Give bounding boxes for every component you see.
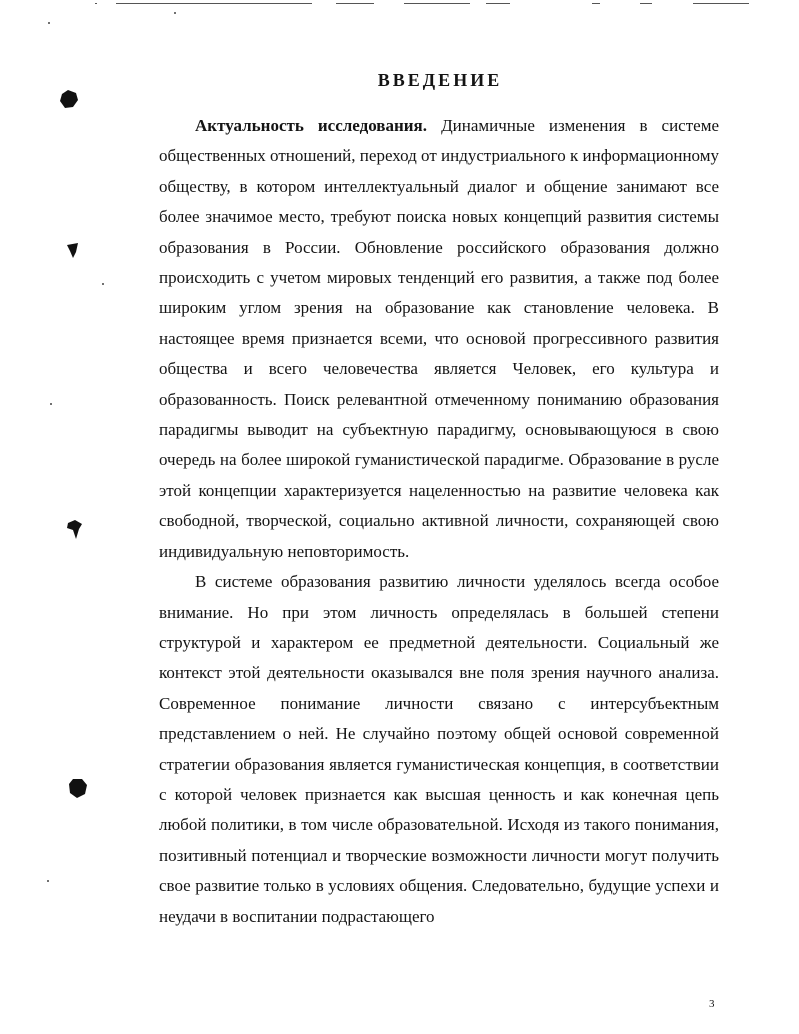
- binder-hole-mark: [66, 242, 80, 260]
- paragraph-text: В системе образования развитию личности уделялось всегда особое внимание. Но при этом личность определялась в большей степени структурой и характером ее предметной деятельности. Социальный же контекст этой деятельности оказывался вне поля зрения научного анализа. Современное понимание личности связано с интерсубъектным представлением о ней. Не случайно поэтому общей основой современной стратегии образования является гуманистическая концепция, в соответствии с которой человек признается как высшая ценность и как конечная цепь любой политики, в том числе образовательной. Исходя из такого понимания, позитивный потенциал и творческие возможности личности могут получить свое развитие только в условиях общения. Следовательно, будущие успехи и неудачи в воспитании подрастающего: [159, 572, 719, 926]
- binder-hole-mark: [67, 777, 89, 799]
- paragraph-lead: Актуальность исследования.: [195, 116, 428, 135]
- binder-hole-mark: [58, 88, 80, 110]
- scan-speck: [48, 22, 50, 24]
- paragraph: [159, 111, 719, 567]
- paragraph: [159, 567, 719, 932]
- page-title: ВВЕДЕНИЕ: [377, 70, 503, 90]
- paragraph-text: Динамичные изменения в системе общественных отношений, переход от индустриального к информационному обществу, в котором интеллектуальный диалог и общение занимают все более значимое место, требуют поиска новых концепций развития системы образования в России. Обновление российского образования должно происходить с учетом мировых тенденций его развития, а также под более широким углом зрения на образование как становление человека. В настоящее время признается всеми, что основой прогрессивного развития общества и всего человечества является Человек, его культура и образованность. Поиск релевантной отмеченному пониманию образования парадигмы выводит на субъектную парадигму, основывающуюся в свою очередь на более широкой гуманистической парадигме. Образование в русле этой концепции характеризуется нацеленностью на развитие человека как свободной, творческой, социально активной личности, сохраняющей свою индивидуальную неповторимость.: [159, 116, 719, 561]
- scan-speck: [47, 880, 49, 882]
- page-number: 3: [709, 998, 715, 1010]
- scan-speck: [50, 403, 52, 405]
- scan-artifact-lines: [0, 0, 799, 12]
- scan-speck: [102, 283, 104, 285]
- binder-hole-mark: [66, 519, 84, 541]
- scan-speck: [174, 12, 176, 14]
- body-text: [159, 111, 719, 932]
